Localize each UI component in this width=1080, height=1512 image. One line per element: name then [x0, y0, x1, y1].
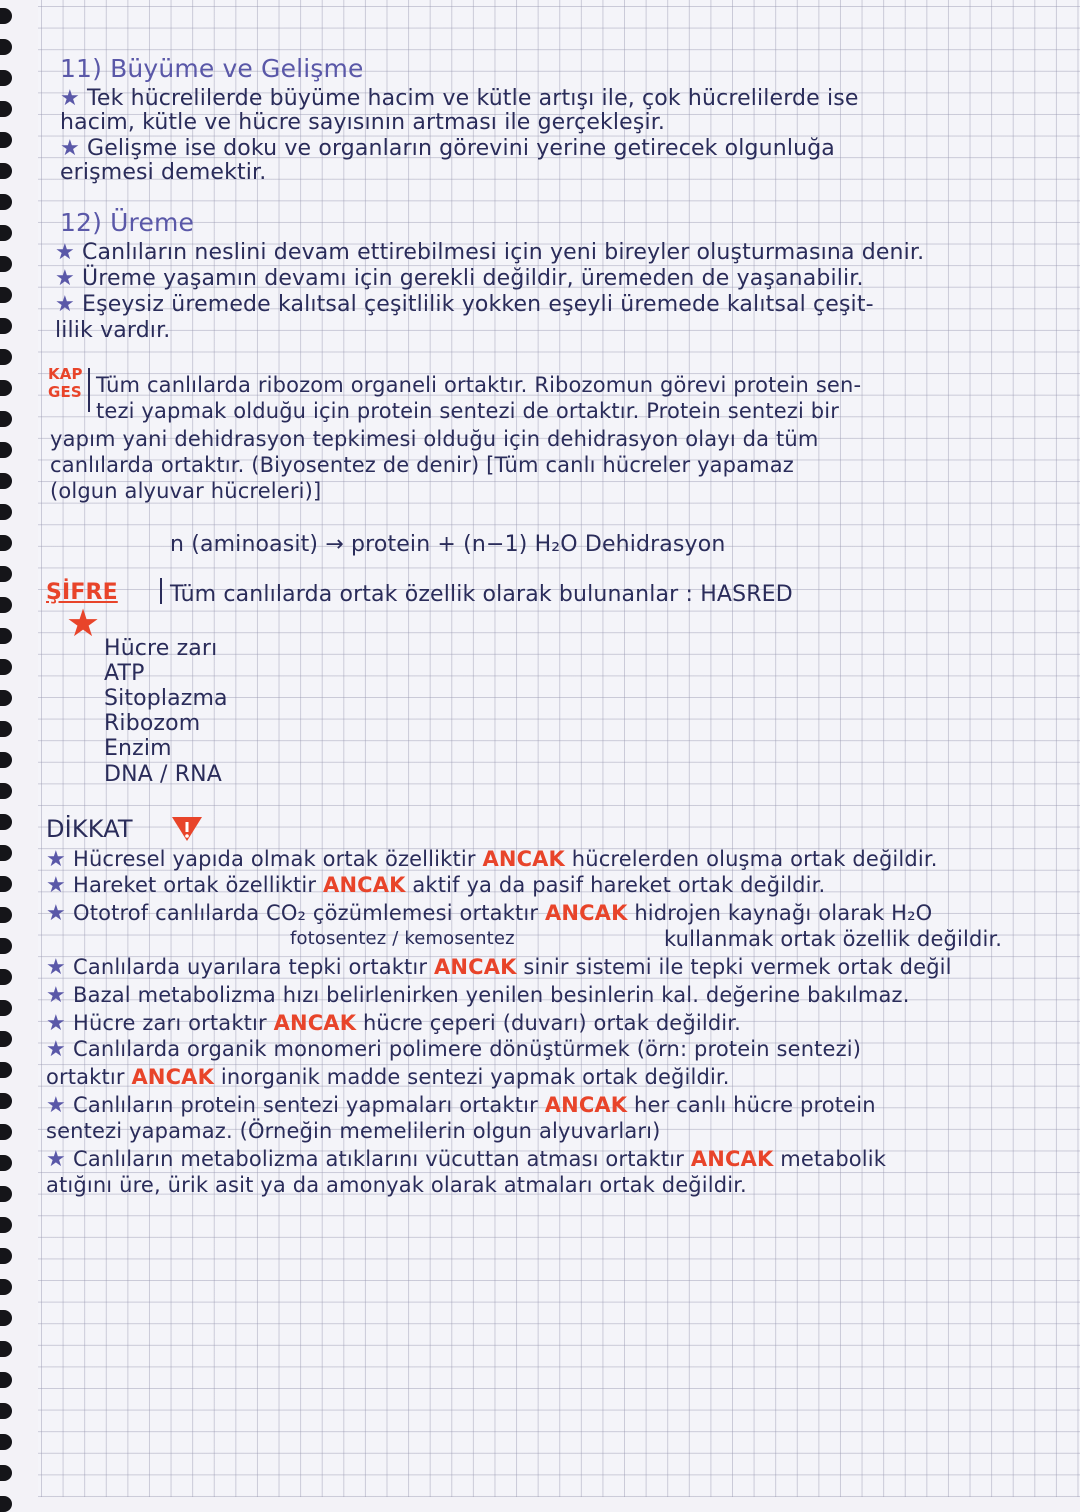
binding-hole: [0, 1403, 12, 1419]
marker-divider: [88, 368, 90, 412]
list-item: Hücre zarı: [104, 636, 218, 661]
star-icon: ★: [55, 240, 83, 265]
binding-hole: [0, 132, 12, 148]
dikkat-line: ★ Canlıların protein sentezi yapmaları ortaktır ANCAK her canlı hücre protein: [46, 1093, 876, 1118]
binding-hole: [0, 597, 12, 613]
binding-hole: [0, 969, 12, 985]
dehydration-equation: n (aminoasit) → protein + (n−1) H₂O Dehidrasyon: [170, 532, 726, 557]
text-line: (olgun alyuvar hücreleri)]: [50, 479, 322, 503]
binding-hole: [0, 845, 12, 861]
star-icon: ★: [46, 1147, 74, 1172]
binding-hole: [0, 8, 12, 24]
star-icon: ★: [55, 266, 83, 291]
binding-hole: [0, 1000, 12, 1016]
binding-hole: [0, 721, 12, 737]
section-heading-reproduction: 12) Üreme: [60, 208, 195, 237]
binding-hole: [0, 814, 12, 830]
binding-hole: [0, 659, 12, 675]
marker-divider: [160, 578, 162, 604]
binding-hole: [0, 411, 12, 427]
list-item: DNA / RNA: [104, 762, 222, 787]
dikkat-line: ★ Hücre zarı ortaktır ANCAK hücre çeperi (duvarı) ortak değildir.: [46, 1011, 741, 1036]
text-line: canlılarda ortaktır. (Biyosentez de denir) [Tüm canlı hücreler yapamaz: [50, 453, 794, 477]
dikkat-line: atığını üre, ürik asit ya da amonyak olarak atmaları ortak değildir.: [46, 1173, 747, 1197]
binding-hole: [0, 1155, 12, 1171]
binding-hole: [0, 1031, 12, 1047]
star-icon: ★: [46, 901, 74, 926]
text-line: lilik vardır.: [55, 318, 171, 343]
binding-hole: [0, 1434, 12, 1450]
star-icon: ★: [60, 136, 88, 161]
binding-hole: [0, 535, 12, 551]
dikkat-line: ★ Bazal metabolizma hızı belirlenirken yenilen besinlerin kal. değerine bakılmaz.: [46, 983, 910, 1008]
binding-hole: [0, 628, 12, 644]
list-item: Ribozom: [104, 711, 201, 736]
binding-hole: [0, 349, 12, 365]
binding-hole: [0, 566, 12, 582]
section-heading-growth: 11) Büyüme ve Gelişme: [60, 54, 364, 83]
sifre-marker: ŞİFRE: [46, 580, 118, 605]
binding-hole: [0, 752, 12, 768]
star-icon: ★: [46, 873, 74, 898]
binding-hole: [0, 938, 12, 954]
binding-hole: [0, 473, 12, 489]
binding-hole: [0, 256, 12, 272]
star-icon: ★: [46, 847, 74, 872]
list-item: Enzim: [104, 736, 172, 761]
text-line: ★ Tek hücrelilerde büyüme hacim ve kütle artışı ile, çok hücrelilerde ise: [60, 86, 859, 111]
binding-hole: [0, 1093, 12, 1109]
binding-hole: [0, 194, 12, 210]
binding-hole: [0, 1217, 12, 1233]
hasred-line: Tüm canlılarda ortak özellik olarak bulunanlar : HASRED: [170, 582, 793, 607]
dikkat-line: ★ Canlıların metabolizma atıklarını vücuttan atması ortaktır ANCAK metabolik: [46, 1147, 887, 1172]
dikkat-line: ortaktır ANCAK inorganik madde sentezi yapmak ortak değildir.: [46, 1065, 730, 1089]
red-star-icon: ★: [66, 601, 101, 645]
binding-hole: [0, 287, 12, 303]
star-icon: ★: [60, 86, 88, 111]
grid-paper: [38, 0, 1080, 1497]
binding-hole: [0, 225, 12, 241]
binding-hole: [0, 876, 12, 892]
binding-hole: [0, 1496, 12, 1512]
binding-hole: [0, 783, 12, 799]
binding-hole: [0, 1124, 12, 1140]
dikkat-line: ★ Hücresel yapıda olmak ortak özelliktir ANCAK hücrelerden oluşma ortak değildir.: [46, 847, 938, 872]
ges-marker: GES: [48, 383, 82, 401]
text-line: ★ Eşeysiz üremede kalıtsal çeşitlilik yokken eşeyli üremede kalıtsal çeşit-: [55, 292, 874, 317]
binding-hole: [0, 163, 12, 179]
binding-hole: [0, 1186, 12, 1202]
binding-hole: [0, 1465, 12, 1481]
dikkat-line: ★ Hareket ortak özelliktir ANCAK aktif ya da pasif hareket ortak değildir.: [46, 873, 826, 898]
binding-hole: [0, 39, 12, 55]
binding-hole: [0, 1062, 12, 1078]
notebook-spiral-binding: [0, 0, 16, 1497]
dikkat-line: ★ Canlılarda uyarılara tepki ortaktır ANCAK sinir sistemi ile tepki vermek ortak değil: [46, 955, 952, 980]
text-line: Tüm canlılarda ribozom organeli ortaktır. Ribozomun görevi protein sen-: [96, 373, 862, 397]
dikkat-subline: kullanmak ortak özellik değildir.: [664, 927, 1003, 951]
binding-hole: [0, 101, 12, 117]
star-icon: ★: [46, 1011, 74, 1036]
binding-hole: [0, 504, 12, 520]
text-line: ★ Üreme yaşamın devamı için gerekli değildir, üremeden de yaşanabilir.: [55, 266, 864, 291]
text-line: ★ Canlıların neslini devam ettirebilmesi için yeni bireyler oluşturmasına denir.: [55, 240, 925, 265]
binding-hole: [0, 1341, 12, 1357]
binding-hole: [0, 318, 12, 334]
kap-marker: KAP: [48, 365, 83, 383]
binding-hole: [0, 70, 12, 86]
warning-triangle-icon: [170, 813, 204, 843]
list-item: ATP: [104, 661, 145, 686]
text-line: hacim, kütle ve hücre sayısının artması ile gerçekleşir.: [60, 110, 666, 135]
text-line: tezi yapmak olduğu için protein sentezi de ortaktır. Protein sentezi bir: [96, 399, 840, 423]
star-icon: ★: [46, 983, 74, 1008]
text-line: yapım yani dehidrasyon tepkimesi olduğu için dehidrasyon olayı da tüm: [50, 427, 819, 451]
dikkat-subline: fotosentez / kemosentez: [290, 928, 515, 949]
binding-hole: [0, 690, 12, 706]
star-icon: ★: [46, 1093, 74, 1118]
binding-hole: [0, 907, 12, 923]
binding-hole: [0, 1248, 12, 1264]
list-item: Sitoplazma: [104, 686, 228, 711]
star-icon: ★: [55, 292, 83, 317]
binding-hole: [0, 1279, 12, 1295]
star-icon: ★: [46, 955, 74, 980]
text-line: erişmesi demektir.: [60, 160, 267, 185]
star-icon: ★: [46, 1037, 74, 1062]
dikkat-line: sentezi yapamaz. (Örneğin memelilerin olgun alyuvarları): [46, 1119, 661, 1143]
binding-hole: [0, 1372, 12, 1388]
text-line: ★ Gelişme ise doku ve organların görevini yerine getirecek olgunluğa: [60, 136, 835, 161]
dikkat-title: DİKKAT: [46, 815, 133, 843]
dikkat-line: ★ Ototrof canlılarda CO₂ çözümlemesi ortaktır ANCAK hidrojen kaynağı olarak H₂O: [46, 901, 933, 926]
binding-hole: [0, 380, 12, 396]
binding-hole: [0, 1310, 12, 1326]
dikkat-line: ★ Canlılarda organik monomeri polimere dönüştürmek (örn: protein sentezi): [46, 1037, 862, 1062]
binding-hole: [0, 442, 12, 458]
